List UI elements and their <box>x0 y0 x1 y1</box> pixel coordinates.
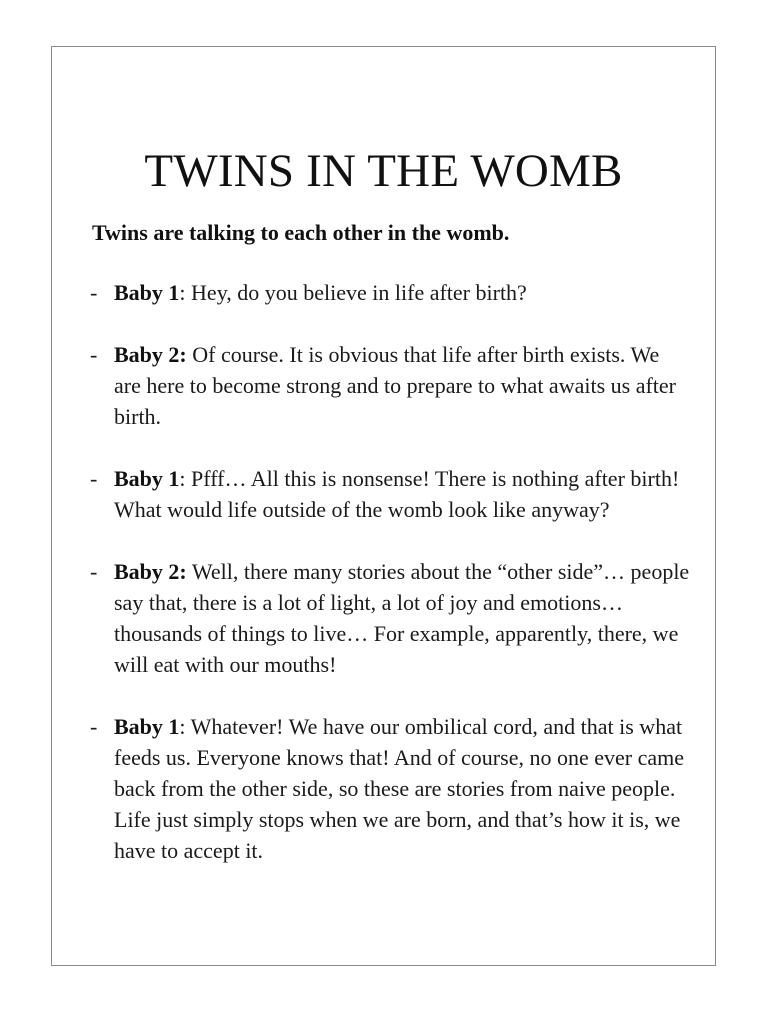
dialogue-line <box>90 711 690 866</box>
speaker-name: Baby 1 <box>114 714 180 739</box>
speaker-name: Baby 2: <box>114 559 187 584</box>
intro-text: Twins are talking to each other in the womb. <box>92 220 510 245</box>
speaker-name: Baby 1 <box>114 280 180 305</box>
bullet-dash: - <box>90 466 98 491</box>
page-title: TWINS IN THE WOMB <box>144 145 623 197</box>
bullet-dash: - <box>90 714 98 739</box>
document-page <box>51 46 716 966</box>
dialogue-text: Well, there many stories about the “other side”… people say that, there is a lot of light, a lot of joy and emotions… thousands of things to live… For example, apparently, there, we will eat with our mouths! <box>114 559 690 677</box>
speaker-separator: : <box>179 280 186 305</box>
dialogue-line <box>90 277 690 308</box>
speaker-separator: : <box>179 466 186 491</box>
dialogue-text: Whatever! We have our ombilical cord, and that is what feeds us. Everyone knows that! And of course, no one ever came back from the other side, so these are stories from naive people. Life just simply stops when we are born, and that’s how it is, we have to accept it. <box>114 714 684 863</box>
dialogue-list <box>90 277 690 897</box>
speaker-separator: : <box>179 714 186 739</box>
dialogue-text: Of course. It is obvious that life after birth exists. We are here to become strong and to prepare to what awaits us after birth. <box>114 342 676 429</box>
dialogue-text: Pfff… All this is nonsense! There is nothing after birth! What would life outside of the womb look like anyway? <box>114 466 680 522</box>
bullet-dash: - <box>90 559 98 584</box>
dialogue-line <box>90 556 690 680</box>
dialogue-line <box>90 339 690 432</box>
speaker-name: Baby 2: <box>114 342 187 367</box>
dialogue-text: Hey, do you believe in life after birth? <box>185 280 527 305</box>
bullet-dash: - <box>90 280 98 305</box>
bullet-dash: - <box>90 342 98 367</box>
dialogue-line <box>90 463 690 525</box>
speaker-name: Baby 1 <box>114 466 180 491</box>
